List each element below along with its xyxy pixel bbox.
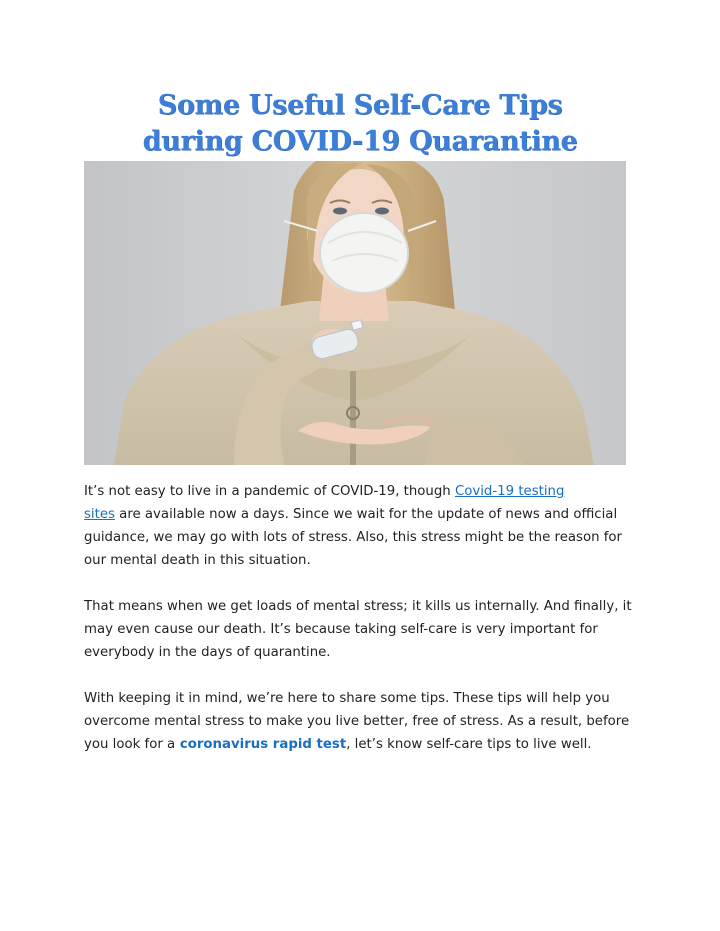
p1-text-after: are available now a days. Since we wait for the update of news and official guidance, we may go with lots of stress. Also, this stress might be the reason for our mental death in this situation.: [84, 507, 623, 568]
coronavirus-rapid-test-link[interactable]: coronavirus rapid test: [175, 737, 347, 752]
title-line-2: during COVID-19 Quarantine: [142, 126, 578, 157]
p3-text-before: With keeping it in mind, we’re here to share some tips. These tips will help you overcome mental stress to make you live better, free of stress. As a result, before you look for a: [84, 691, 630, 752]
covid-testing-link-text-b[interactable]: sites: [84, 507, 115, 522]
paragraph-2: That means when we get loads of mental stress; it kills us internally. And finally, it may even cause our death. It’s because taking self-care is very important for everybody in the days of quarantine.: [84, 599, 632, 660]
article-body: [84, 480, 636, 779]
paragraph-1: [84, 480, 636, 572]
covid-testing-link-text-a[interactable]: Covid-19 testing: [454, 484, 565, 499]
title-line-1: Some Useful Self-Care Tips: [157, 90, 563, 121]
p1-text-before: It’s not easy to live in a pandemic of COVID-19, though: [84, 484, 455, 499]
page-title: [0, 88, 720, 160]
hero-photo: [84, 161, 626, 465]
woman-with-mask-sanitizer-photo-icon: [84, 161, 626, 465]
paragraph-3: [84, 687, 636, 756]
p3-text-after: , let’s know self-care tips to live well.: [346, 737, 592, 752]
